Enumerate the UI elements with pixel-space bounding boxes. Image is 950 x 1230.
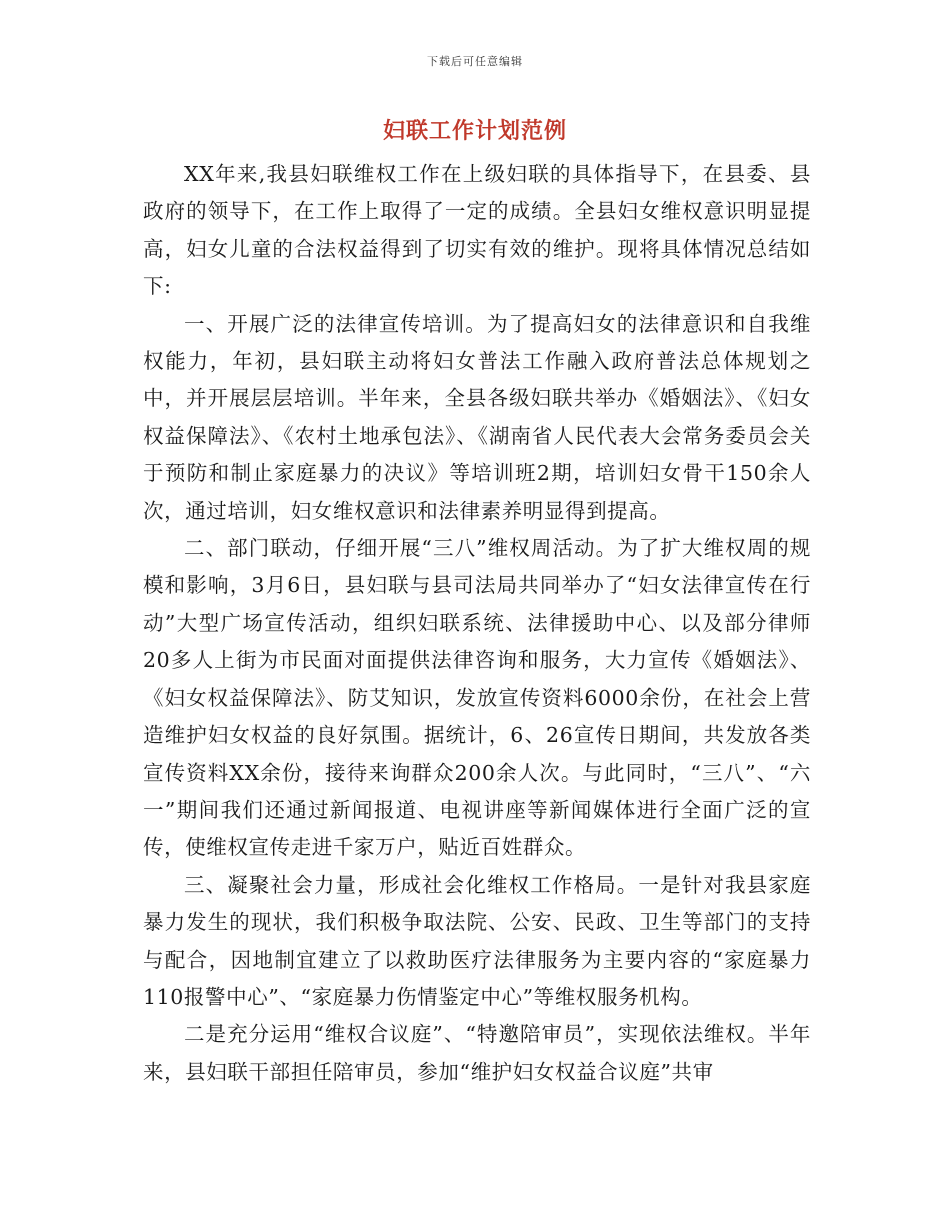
paragraph-section-3-part-2: 二是充分运用“维权合议庭”、“特邀陪审员”，实现依法维权。半年来，县妇联干部担任陪审员，参加“维护妇女权益合议庭”共审 xyxy=(143,1022,811,1084)
document-title: 妇联工作计划范例 xyxy=(382,118,567,144)
paragraph-intro: XX年来,我县妇联维权工作在上级妇联的具体指导下，在县委、县政府的领导下，在工作上取得了一定的成绩。全县妇女维权意识明显提高，妇女儿童的合法权益得到了切实有效的维护。现将具体情况总结如下: xyxy=(143,162,811,299)
header-note: 下载后可任意编辑 xyxy=(427,55,523,68)
paragraph-section-3: 三、凝聚社会力量，形成社会化维权工作格局。一是针对我县家庭暴力发生的现状，我们积极争取法院、公安、民政、卫生等部门的支持与配合，因地制宜建立了以救助医疗法律服务为主要内容的“家庭暴力110报警中心”、“家庭暴力伤情鉴定中心”等维权服务机构。 xyxy=(143,872,811,1009)
paragraph-section-2: 二、部门联动，仔细开展“三八”维权周活动。为了扩大维权周的规模和影响，3月6日，县妇联与县司法局共同举办了“妇女法律宣传在行动”大型广场宣传活动，组织妇联系统、法律援助中心、以及部分律师20多人上街为市民面对面提供法律咨询和服务，大力宣传《婚姻法》、《妇女权益保障法》、防艾知识，发放宣传资料6000余份，在社会上营造维护妇女权益的良好氛围。据统计，6、26宣传日期间，共发放各类宣传资料XX余份，接待来询群众200余人次。与此同时，“三八”、“六一”期间我们还通过新闻报道、电视讲座等新闻媒体进行全面广泛的宣传，使维权宣传走进千家万户，贴近百姓群众。 xyxy=(143,536,811,860)
document-body xyxy=(143,156,811,1091)
paragraph-section-1: 一、开展广泛的法律宣传培训。为了提高妇女的法律意识和自我维权能力，年初，县妇联主动将妇女普法工作融入政府普法总体规划之中，并开展层层培训。半年来，全县各级妇联共举办《婚姻法》、《妇女权益保障法》、《农村土地承包法》、《湖南省人民代表大会常务委员会关于预防和制止家庭暴力的决议》等培训班2期，培训妇女骨干150余人次，通过培训，妇女维权意识和法律素养明显得到提高。 xyxy=(143,311,811,523)
